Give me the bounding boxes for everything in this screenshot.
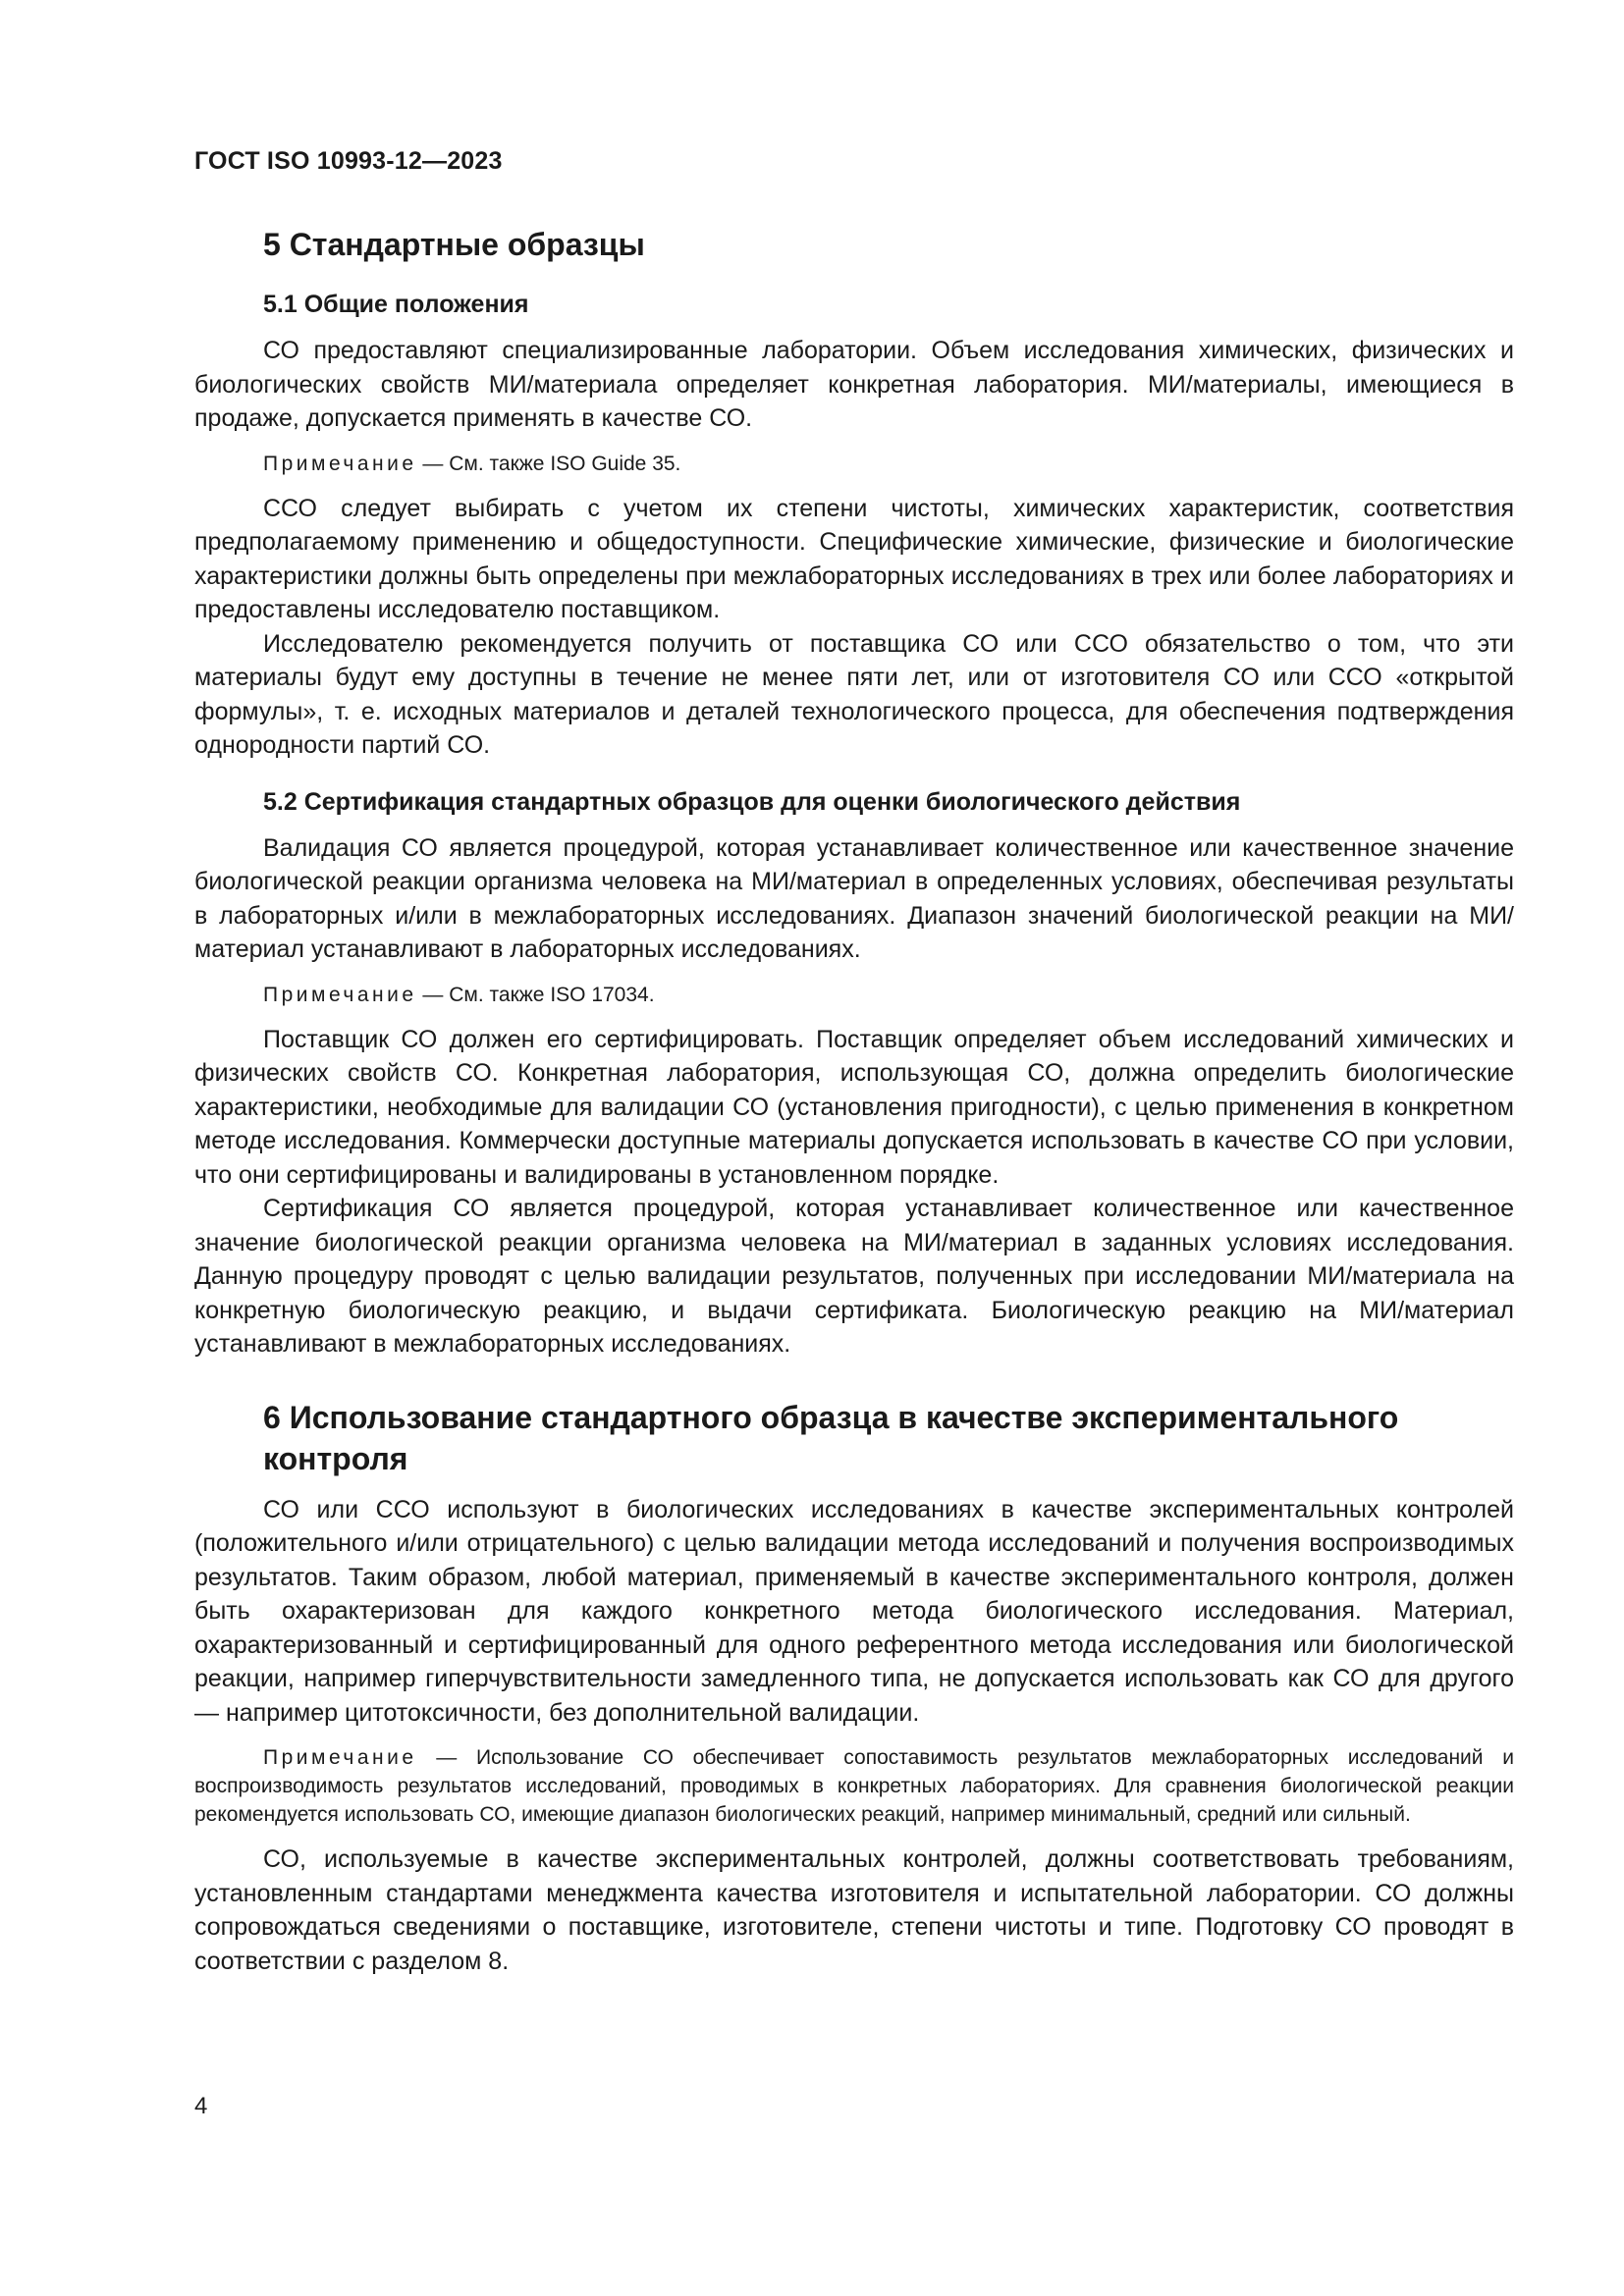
note-label: Примечание xyxy=(263,1746,417,1769)
section-6-title-line-2: контроля xyxy=(263,1440,408,1476)
section-5-2-paragraph-1: Валидация СО является процедурой, которая устанавливает количественное или качественное значение биологической реакции организма человека на МИ/материал в определенных условиях, обеспечивая результаты в лабораторных и/или в межлабораторных исследованиях. Диапазон значений биологической реакции на МИ/материал устанавливают в лабораторных исследованиях. xyxy=(194,833,1514,963)
section-6 xyxy=(194,1397,1514,1979)
section-5-2-title: 5.2 Сертификация стандартных образцов для оценки биологического действия xyxy=(263,787,1241,816)
note-label: Примечание xyxy=(263,983,417,1006)
section-5-2-note xyxy=(194,981,1514,1009)
section-6-title-line-1: 6 Использование стандартного образца в качестве экспериментального xyxy=(263,1399,1399,1435)
note-text: — См. также ISO Guide 35. xyxy=(416,452,681,475)
section-6-title xyxy=(263,1397,1514,1479)
note-text: — Использование СО обеспечивает сопоставимость результатов межлабораторных исследований и воспроизводимость результатов исследований, проводимых в конкретных лабораториях. Для сравнения биологической реакции рекомендуется использовать СО, имеющие диапазон биологических реакций, например минимальный, средний или сильный. xyxy=(194,1746,1514,1826)
section-5-1-paragraph-3: Исследователю рекомендуется получить от поставщика СО или ССО обязательство о том, что эти материалы будут ему доступны в течение не менее пяти лет, или от изготовителя СО или ССО «открытой формулы», т. е. исходных материалов и деталей технологического процесса, для обеспечения подтверждения однородности партий СО. xyxy=(194,629,1514,759)
section-5-2-paragraph-2: Поставщик СО должен его сертифицировать. Поставщик определяет объем исследований химических и физических свойств СО. Конкретная лаборатория, использующая СО, должна определить биологические характеристики, необходимые для валидации СО (установления пригодности), с целью применения в конкретном методе исследования. Коммерчески доступные материалы допускается использовать в качестве СО при условии, что они сертифицированы и валидированы в установленном порядке. xyxy=(194,1025,1514,1189)
section-5-1-paragraph-1: СО предоставляют специализированные лаборатории. Объем исследования химических, физических и биологических свойств МИ/материала определяет конкретная лаборатория. МИ/материалы, имеющиеся в продаже, допускается применять в качестве СО. xyxy=(194,337,1514,432)
section-6-note xyxy=(194,1743,1514,1829)
note-label: Примечание xyxy=(263,452,417,475)
page-content xyxy=(194,224,1514,1978)
section-5-title: 5 Стандартные образцы xyxy=(263,227,645,262)
section-5-1-title: 5.1 Общие положения xyxy=(263,291,529,318)
section-5-2-paragraph-3: Сертификация СО является процедурой, которая устанавливает количественное или качественное значение биологической реакции организма человека на МИ/материал в заданных условиях исследования. Данную процедуру проводят с целью валидации результатов, полученных при исследовании МИ/материала на конкретную биологическую реакцию, и выдачи сертификата. Биологическую реакцию на МИ/материал устанавливают в межлабораторных исследованиях. xyxy=(194,1195,1514,1358)
page-number: 4 xyxy=(194,2093,208,2119)
note-text: — См. также ISO 17034. xyxy=(416,983,655,1006)
section-6-paragraph-2: СО, используемые в качестве экспериментальных контролей, должны соответствовать требованиям, установленным стандартами менеджмента качества изготовителя и испытательной лаборатории. СО должны сопровождаться сведениями о поставщике, изготовителе, степени чистоты и типе. Подготовку СО проводят в соответствии с разделом 8. xyxy=(194,1845,1514,1975)
section-5-1-note xyxy=(194,450,1514,478)
section-6-paragraph-1: СО или ССО используют в биологических исследованиях в качестве экспериментальных контролей (положительного и/или отрицательного) с целью валидации метода исследований и получения воспроизводимых результатов. Таким образом, любой материал, применяемый в качестве экспериментального контроля, должен быть охарактеризован для каждого конкретного метода биологического исследования. Материал, охарактеризованный и сертифицированный для одного референтного метода исследования или биологической реакции, например гиперчувствительности замедленного типа, не допускается использовать как СО для другого — например цитотоксичности, без дополнительной валидации. xyxy=(194,1495,1514,1727)
section-5-1-paragraph-2: ССО следует выбирать с учетом их степени чистоты, химических характеристик, соответствия предполагаемому применению и общедоступности. Специфические химические, физические и биологические характеристики должны быть определены при межлабораторных исследованиях в трех или более лабораториях и предоставлены исследователю поставщиком. xyxy=(194,494,1514,623)
document-header: ГОСТ ISO 10993-12—2023 xyxy=(194,147,503,175)
